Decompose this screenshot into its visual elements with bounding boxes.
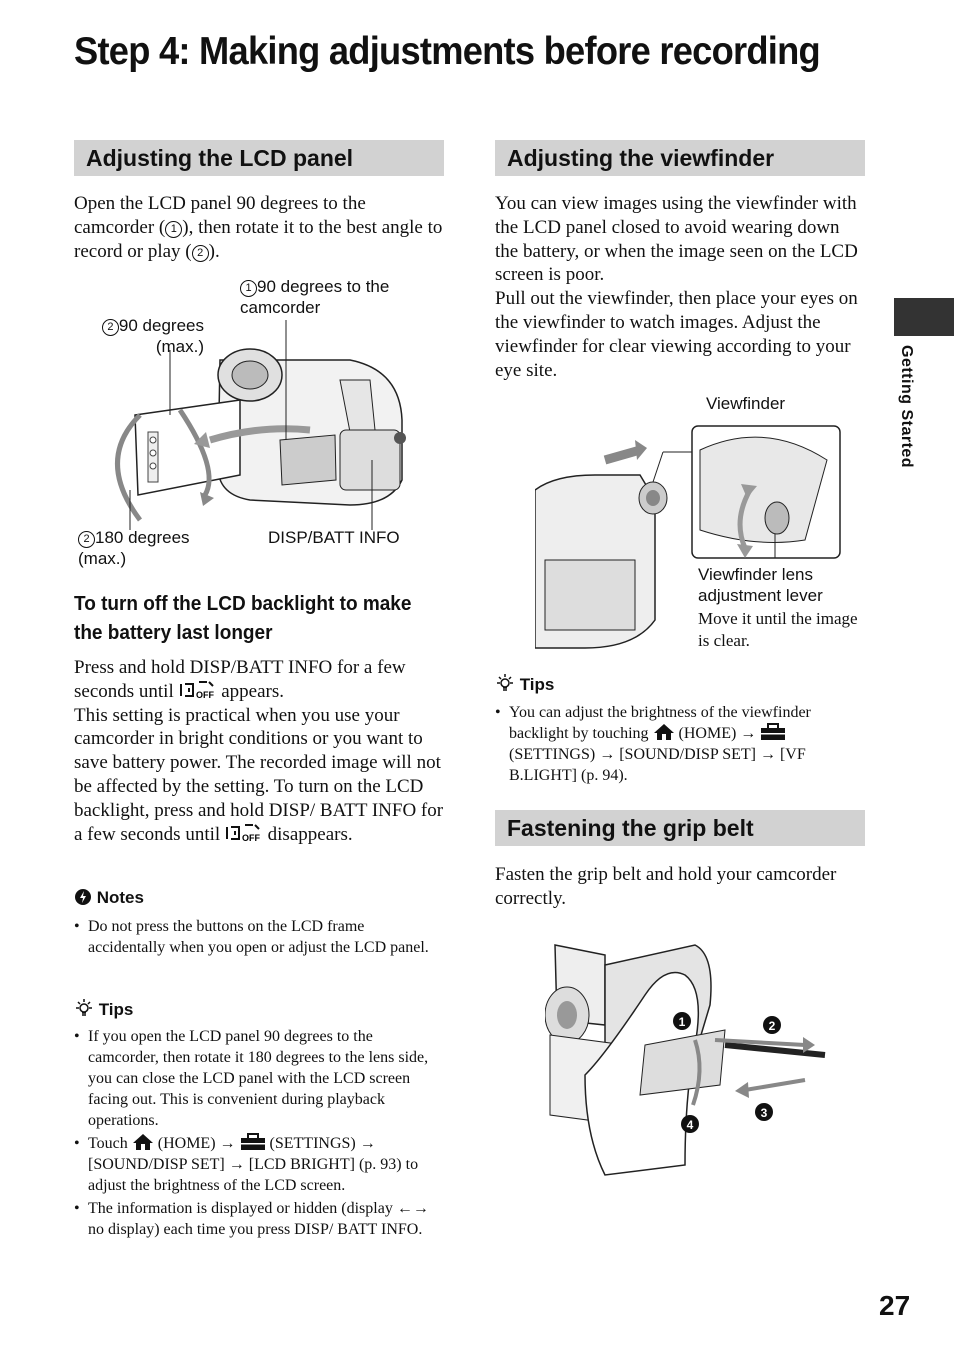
notes-icon [74,888,92,906]
lcd-backlight-off-icon [225,823,263,843]
notes-list [74,916,444,960]
grip-step-marker: 1 [678,1015,686,1029]
step-number-marker: 2 [192,245,209,262]
grip-step-marker: 2 [768,1019,776,1033]
page-title: Step 4: Making adjustments before recording [74,30,820,73]
viewfinder-tips-heading: Tips [495,673,554,695]
lcd-fig-label-90-camcorder: 1 90 degrees to the camcorder [240,277,390,317]
viewfinder-text: You can view images using the viewfinder with the LCD panel closed to avoid wearing down the battery, or when the image seen on the LCD screen is poor. Pull out the viewfinder, then place your eyes on the viewfinder to watch images. Adjust the viewfinder for clear viewing according to your eye site. [495,193,858,381]
list-item: • If you open the LCD panel 90 degrees to the camcorder, then rotate it 180 degrees to the lens side, you can close the LCD panel with the LCD screen facing out. This is convenient during playback operations. [74,1026,444,1131]
step-number-marker: 1 [165,221,182,238]
lcd-fig-label-90-max: 2 90 degrees (max.) [84,315,204,357]
section-heading-grip-belt: Fastening the grip belt [495,810,865,846]
grip-belt-illustration [545,935,835,1180]
svg-text:OFF: OFF [195,689,214,700]
settings-toolbox-icon [760,723,786,741]
section-heading-lcd: Adjusting the LCD panel [74,140,444,176]
list-item: • You can adjust the brightness of the viewfinder backlight by touching (HOME) → (SETTINGS) → [SOUND/DISP SET] → [VF B.LIGHT] (p. 94). [495,702,865,786]
list-item: • The information is displayed or hidden (display ←→ no display) each time you press DISP/ BATT INFO. [74,1198,444,1240]
lever-label: Viewfinder lens adjustment lever [698,565,823,605]
grip-step-marker: 4 [686,1118,694,1132]
tips-bulb-icon [74,998,94,1018]
list-item: • Do not press the buttons on the LCD frame accidentally when you open or adjust the LCD panel. [74,916,444,958]
lever-note: Move it until the image is clear. [698,609,858,650]
tips-bulb-icon [495,673,515,693]
chapter-tab-marker [894,298,954,336]
page-number: 27 [879,1290,911,1321]
backlight-text: Press and hold DISP/BATT INFO for a few seconds until OFF appears. This setting is practical when you use your camcorder in bright conditions or you want to save battery power. The recorded image will not be affected by the setting. To turn on the LCD backlight, press and hold DISP/ BATT INFO for a few seconds until OFF disappears. [74,657,444,845]
tips-heading: Tips [74,998,133,1020]
settings-toolbox-icon [240,1133,266,1151]
lcd-tips-list [74,1026,444,1242]
notes-heading: Notes [74,888,144,908]
backlight-subheading: To turn off the LCD backlight to make the battery last longer [74,593,412,644]
lcd-fig-label-180-max: 2 180 degrees (max.) [78,528,190,568]
grip-belt-text: Fasten the grip belt and hold your camcorder correctly. [495,864,837,909]
section-heading-viewfinder: Adjusting the viewfinder [495,140,865,176]
lcd-fig-label-disp-batt: DISP/BATT INFO [268,528,400,547]
lcd-panel-illustration [110,320,420,530]
lcd-intro: Open the LCD panel 90 degrees to the camcorder ( 1 ), then rotate it to the best angle to record or play ( 2 ). [74,193,443,262]
chapter-side-label: Getting Started [898,345,915,469]
viewfinder-fig-label: Viewfinder [706,394,786,413]
svg-text:OFF: OFF [241,832,260,843]
lcd-backlight-off-icon [179,680,217,700]
home-icon [132,1133,154,1151]
grip-step-marker: 3 [760,1106,768,1120]
list-item: • Touch (HOME) → (SETTINGS) → [SOUND/DISP SET] → [LCD BRIGHT] (p. 93) to adjust the brightness of the LCD screen. [74,1133,444,1196]
viewfinder-tips-list [495,702,865,788]
home-icon [653,723,675,741]
